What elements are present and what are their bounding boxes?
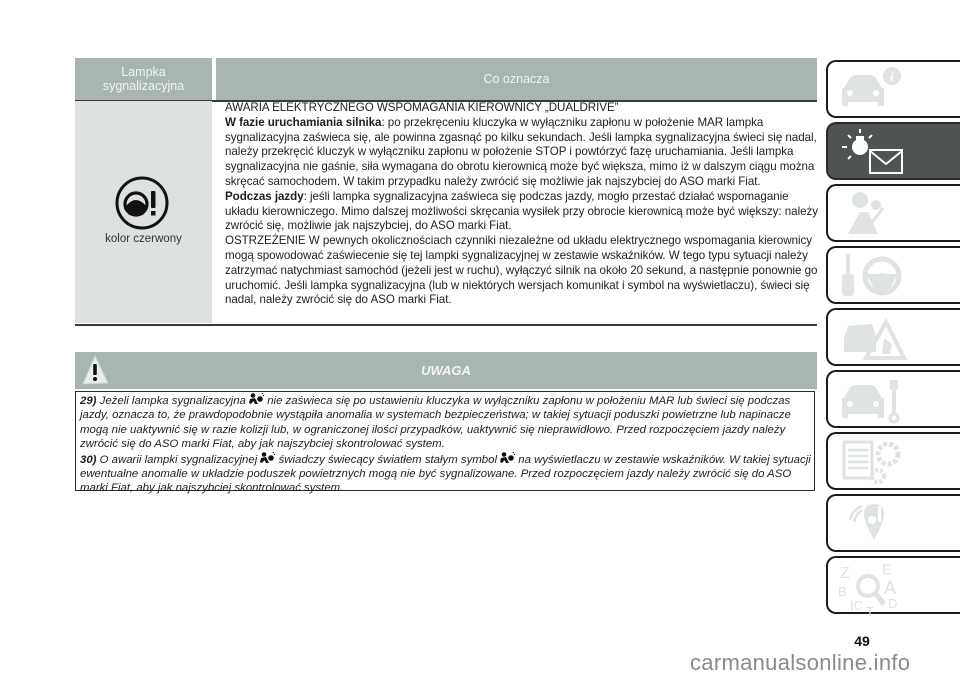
car-hazard-triangle-icon: [838, 314, 908, 364]
warning-text-segment: nie zaświeca się po ustawieniu kluczyka w wyłączniku zapłonu w położeniu MAR lub świeci się podczas jazdy, oznacza to, że prawdopodobnie wystąpiła anomalia w systemach bezpieczeństwa; w takiej sytuacji poduszki powietrzne lub napinacze mogą nie uaktywnić się w razie kolizji lub, w ograniczonej ilości przypadków, uaktywnić się nieprawidłowo. Przed rozpoczęciem jazdy należy zwrócić się do ASO marki Fiat, aby jak najszybciej skontrolować system.: [80, 395, 791, 451]
svg-text:IC: IC: [850, 598, 863, 613]
side-tab-index[interactable]: [826, 556, 960, 614]
warning-item-29: [80, 393, 813, 452]
side-tab-maintenance[interactable]: [826, 370, 960, 428]
music-location-icon: [838, 500, 908, 550]
lamp-envelope-icon: [838, 128, 908, 178]
side-tab-warning-lights[interactable]: [826, 122, 960, 180]
side-tab-emergency[interactable]: [826, 308, 960, 366]
row-divider: [75, 324, 817, 326]
warning-text: [80, 393, 813, 496]
side-tab-starting-driving[interactable]: [826, 246, 960, 304]
description-paragraph-driving: [225, 190, 820, 234]
column-header-meaning: [216, 58, 817, 100]
airbag-icon: [260, 452, 275, 464]
warning-text-segment: na wyświetlaczu w zestawie wskaźników. W takiej sytuacji ewentualne anomalie w układzie poduszek powietrznych mogą nie być sygnalizowane. Przed rozpoczęciem jazdy należy zwrócić się do ASO marki Fiat, aby jak najszybciej skontrolować system.: [80, 453, 811, 495]
svg-text:D: D: [888, 596, 898, 611]
svg-text:E: E: [882, 562, 892, 577]
lamp-description: [225, 101, 820, 308]
column-header-lamp-line2: sygnalizacyjna: [102, 79, 185, 93]
column-header-meaning-label: Co oznacza: [483, 72, 550, 86]
side-tab-safety[interactable]: [826, 184, 960, 242]
watermark: carmanualsonline.info: [690, 650, 911, 675]
car-wrench-icon: [838, 376, 908, 426]
key-steering-wheel-icon: [838, 252, 908, 302]
list-gears-icon: [838, 438, 908, 488]
alphabet-search-icon: [838, 562, 908, 616]
svg-text:T: T: [866, 604, 874, 616]
side-tab-multimedia[interactable]: [826, 494, 960, 552]
startup-heading: W fazie uruchamiania silnika: [225, 115, 382, 129]
warning-title: UWAGA: [421, 363, 471, 378]
description-paragraph-startup: [225, 116, 820, 190]
airbag-icon: [500, 452, 515, 464]
airbag-icon: [249, 393, 264, 405]
warning-item-number: 29): [80, 395, 97, 407]
svg-text:Z: Z: [840, 565, 850, 582]
warning-text-segment: świadczy świecący światłem stałym symbol: [275, 453, 501, 466]
description-title: AWARIA ELEKTRYCZNEGO WSPOMAGANIA KIEROWNICY „DUALDRIVE”: [225, 101, 619, 114]
column-header-lamp-line1: Lampka: [121, 65, 166, 79]
warning-text-segment: O awarii lampki sygnalizacyjnej: [96, 453, 261, 466]
startup-text: : po przekręceniu kluczyka w wyłączniku zapłonu w położenie MAR lampka sygnalizacyjna zaświeca się, ale powinna zgasnąć po kilku sekundach. Jeśli lampka sygnalizacyjna świeci się nadal, należy przekręcić kluczyk w wyłączniku zapłonu w położenie STOP i powtórzyć fazę uruchamiania. Jeśli lampka sygnalizacyjna nie gaśnie, siła wymagana do obrotu kierownicą może być większa, mimo iż w dalszym ciągu można skręcać samochodem. W takim przypadku należy zwrócić się możliwie jak najszybciej do ASO marki Fiat.: [225, 115, 817, 188]
driving-heading: Podczas jazdy: [225, 189, 304, 203]
warning-item-30: [80, 452, 813, 496]
side-tab-technical-data[interactable]: [826, 432, 960, 490]
driving-text: : jeśli lampka sygnalizacyjna zaświeca się podczas jazdy, mogło przestać działać wspomaganie układu kierowniczego. Mimo dalszej możliwości skręcania wysiłek przy obrocie kierownicą może być większy: należy zwrócić się, możliwie jak najszybciej, do ASO marki Fiat.: [225, 189, 818, 233]
car-info-icon: [838, 66, 908, 114]
svg-text:A: A: [884, 578, 897, 598]
seatbelt-airbag-icon: [838, 190, 908, 240]
power-steering-warning-icon: [113, 174, 171, 232]
page-number: 49: [854, 633, 870, 649]
side-tab-car-info[interactable]: [826, 60, 960, 118]
warning-text-segment: Jeżeli lampka sygnalizacyjna: [96, 395, 250, 407]
lamp-color-label: kolor czerwony: [105, 233, 182, 245]
description-paragraph-warning: OSTRZEŻENIE W pewnych okolicznościach czynniki niezależne od układu elektrycznego wspomagania kierownicy mogą spowodować zaświecenie się tej lampki sygnalizacyjnej w zestawie wskaźników. W tego typu sytuacji należy zatrzymać natychmiast samochód (jeżeli jest w ruchu), wyłączyć silnik na około 20 sekund, a następnie ponownie go uruchomić. Jeśli lampka sygnalizacyjna (lub w niektórych wersjach komunikat i symbol na wyświetlaczu), świeci się nadal, należy zwrócić się do ASO marki Fiat.: [225, 234, 818, 307]
warning-item-number: 30): [80, 453, 97, 466]
svg-text:i: i: [890, 69, 894, 84]
svg-text:B: B: [838, 584, 847, 599]
column-header-lamp: [75, 58, 212, 100]
